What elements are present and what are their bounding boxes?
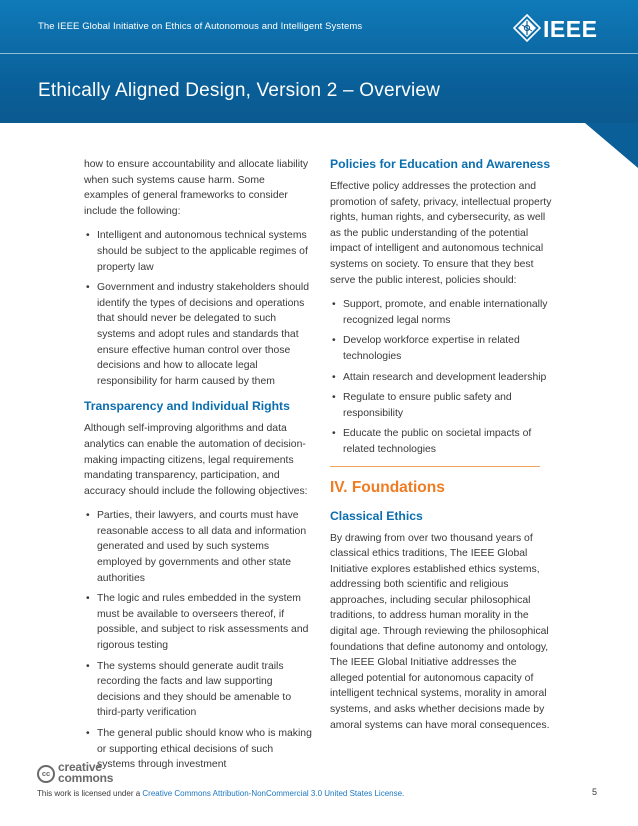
list-item: • Educate the public on societal impacts of related technologies [330, 426, 552, 457]
policies-heading: Policies for Education and Awareness [330, 157, 551, 171]
ieee-diamond-icon [513, 14, 541, 42]
intro-paragraph: how to ensure accountability and allocate liability when such systems cause harm. Some examples of general frameworks to consider include the following: [84, 159, 309, 217]
license-link[interactable]: Creative Commons Attribution-NonCommercial 3.0 United States License. [142, 789, 405, 798]
cc-word-creative: creative [58, 760, 102, 774]
policies-bullet-list [330, 297, 552, 457]
section-divider [330, 466, 540, 467]
header-band [0, 0, 638, 123]
corner-triangle-decoration [585, 123, 638, 168]
list-item: • Intelligent and autonomous technical systems should be subject to the applicable regimes of property law [84, 228, 312, 275]
list-item: • Parties, their lawyers, and courts must have reasonable access to all data and information generated and used by such systems employed by governments and other state authorities [84, 508, 312, 586]
intro-bullet-list [84, 228, 312, 389]
transparency-heading: Transparency and Individual Rights [84, 399, 290, 414]
cc-word-commons: commons [58, 771, 114, 785]
list-item: • Regulate to ensure public safety and responsibility [330, 390, 552, 421]
license-text [37, 789, 404, 798]
list-item: • Develop workforce expertise in related technologies [330, 333, 552, 364]
ieee-logo [513, 14, 603, 42]
list-item: • The systems should generate audit trails recording the facts and law supporting decisions and they should be amenable to third-party verification [84, 659, 312, 721]
ieee-logo-text: IEEE [543, 16, 598, 42]
page-title: Ethically Aligned Design, Version 2 – Overview [38, 80, 441, 101]
foundations-heading: IV. Foundations [330, 478, 445, 496]
transparency-paragraph: Although self-improving algorithms and data analytics can enable the automation of decision-making impacting citizens, legal requirements mandating transparency, participation, and accuracy should include the following objectives: [84, 423, 308, 497]
policies-paragraph: Effective policy addresses the protection and promotion of safety, privacy, intellectual property rights, human rights, and cybersecurity, as well as the public understanding of the potential impact of intelligent and autonomous technical systems on society. To ensure that they best serve the public interest, policies should: [330, 181, 552, 286]
org-line: The IEEE Global Initiative on Ethics of Autonomous and Intelligent Systems [38, 21, 363, 32]
page-number: 5 [592, 787, 598, 797]
list-item: • The logic and rules embedded in the system must be available to overseers thereof, if possible, and subject to risk assessments and rigorous testing [84, 591, 312, 653]
creative-commons-icon [37, 762, 137, 784]
list-item: • Government and industry stakeholders should identify the types of decisions and operations that should never be delegated to such systems and adopt rules and standards that ensure effective human control over those decisions and how to allocate legal responsibility for harm caused by them [84, 280, 312, 389]
cc-badge: cc [37, 765, 55, 783]
license-prefix: This work is licensed under a [37, 789, 143, 798]
right-column [330, 157, 552, 742]
list-item: • The general public should know who is making or supporting ethical decisions of such systems through investment [84, 726, 312, 773]
list-item: • Support, promote, and enable internationally recognized legal norms [330, 297, 552, 328]
header-divider [0, 53, 638, 54]
left-column [84, 157, 312, 781]
classical-ethics-heading: Classical Ethics [330, 508, 423, 523]
transparency-bullet-list [84, 508, 312, 773]
list-item: • Attain research and development leadership [330, 370, 552, 386]
classical-ethics-paragraph: By drawing from over two thousand years of classical ethics traditions, The IEEE Global Initiative explores established ethics systems, addressing both scientific and religious approaches, including secular philosophical traditions, to address human morality in the digital age. Through reviewing the philosophical foundations that define autonomy and ontology, The IEEE Global Initiative addresses the alleged potential for autonomous capacity of intelligent technical systems, morality in amoral systems, and asks whether decisions made by amoral systems can have moral consequences. [330, 532, 550, 731]
